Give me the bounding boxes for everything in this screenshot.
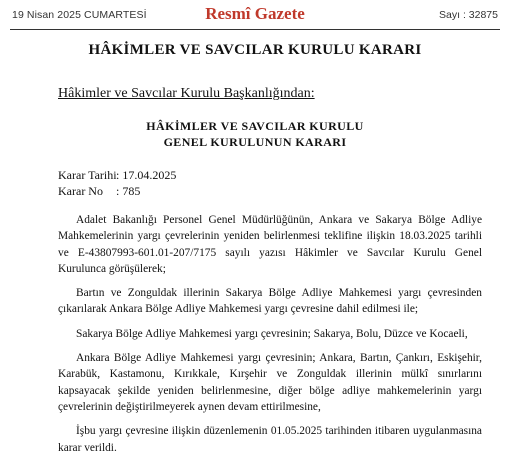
body-paragraph: Bartın ve Zonguldak illerinin Sakarya Bölge Adliye Mahkemesi yargı çevresinden çıkarılarak Ankara Bölge Adliye Mahkemesi yargı çevresine dahil edilmesi ile; <box>58 287 482 316</box>
decision-number-value: : 785 <box>116 184 141 198</box>
decision-heading-line-1: HÂKİMLER VE SAVCILAR KURULU <box>146 119 364 133</box>
gazette-header <box>0 0 510 30</box>
decision-body <box>58 212 482 464</box>
decision-date-label: Karar Tarihi <box>58 168 117 182</box>
body-paragraph: Sakarya Bölge Adliye Mahkemesi yargı çevresinin; Sakarya, Bolu, Düzce ve Kocaeli, <box>76 327 468 340</box>
decision-heading-line-2: GENEL KURULUNUN KARARI <box>163 135 347 149</box>
publication-date: 19 Nisan 2025 CUMARTESİ <box>12 9 147 21</box>
body-paragraph: İşbu yargı çevresine ilişkin düzenlemenin 01.05.2025 tarihinden itibaren uygulanmasına karar verildi. <box>58 425 482 454</box>
decision-date-value: : 17.04.2025 <box>116 168 177 182</box>
decision-number-row <box>58 183 176 199</box>
gazette-name: Resmî Gazete <box>205 4 305 23</box>
issue-number: Sayı : 32875 <box>439 9 498 21</box>
decision-metadata <box>58 167 176 199</box>
decision-heading <box>0 118 510 150</box>
issuing-authority: Hâkimler ve Savcılar Kurulu Başkanlığından: <box>58 86 315 101</box>
body-paragraph: Adalet Bakanlığı Personel Genel Müdürlüğünün, Ankara ve Sakarya Bölge Adliye Mahkemelerinin yargı çevrelerinin yeniden belirlenmesi teklifine ilişkin 18.03.2025 tarihli ve E-43807993-601.01-207/7175 sayılı yazısı Hâkimler ve Savcılar Kurulu Genel Kurulunca görüşülerek; <box>58 214 482 275</box>
document-title: HÂKİMLER VE SAVCILAR KURULU KARARI <box>88 42 422 58</box>
decision-date-row <box>58 167 176 183</box>
decision-number-label: Karar No <box>58 184 103 198</box>
body-paragraph: Ankara Bölge Adliye Mahkemesi yargı çevresinin; Ankara, Bartın, Çankırı, Eskişehir, Karabük, Kastamonu, Kırıkkale, Kırşehir ve Zonguldak illerinin mülkî sınırlarını kapsayacak şekilde yeniden belirlenmesine, diğer bölge adliye mahkemelerinin yargı çevrelerinin değiştirilmeyerek aynen devam ettirilmesine, <box>58 352 482 413</box>
header-divider <box>10 29 500 30</box>
